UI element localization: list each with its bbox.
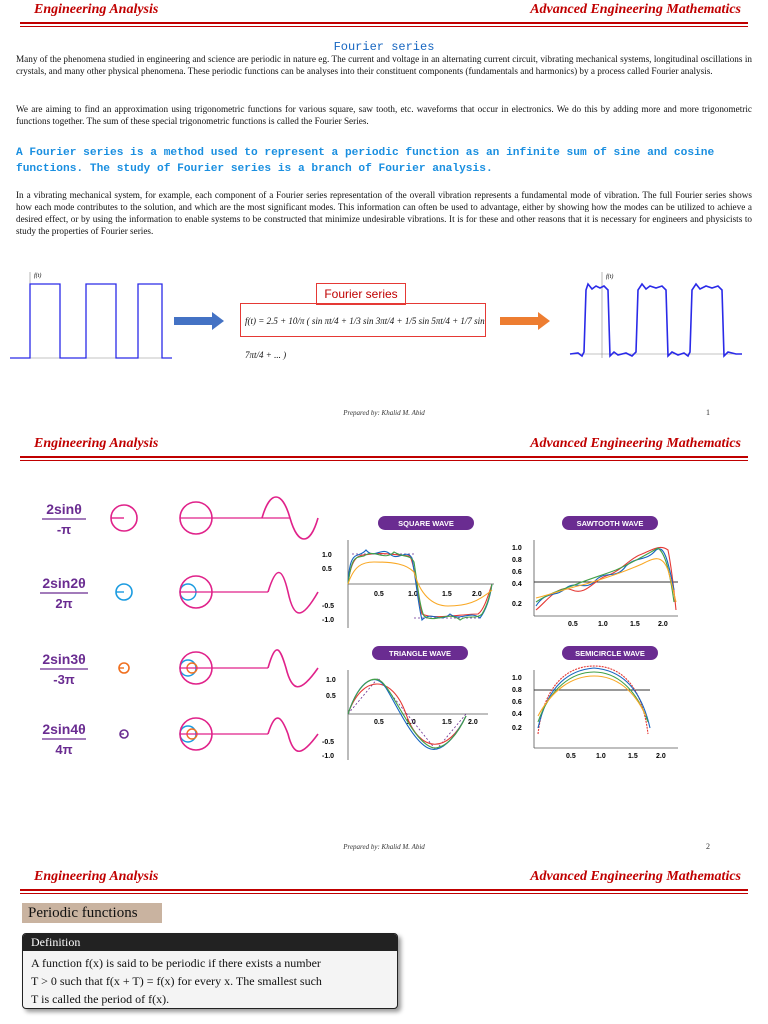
tick-label: 1.0 xyxy=(322,552,332,559)
fourier-wave-charts xyxy=(322,510,692,770)
sine-wave-icon xyxy=(268,718,318,751)
tick-label: 0.2 xyxy=(512,601,522,608)
tick-label: 1.5 xyxy=(442,591,452,598)
tick-label: 0.5 xyxy=(374,719,384,726)
paragraph-aim: We are aiming to find an approximation using trigonometric functions for various square, saw tooth, etc. waveforms that occur in electronics. We do this by adding more and more trigonometric functions together. The sum of these special trigonometric functions is called the Fourier Series. xyxy=(16,104,752,126)
tick-label: 2.0 xyxy=(472,591,482,598)
chart-title: TRIANGLE WAVE xyxy=(389,649,451,658)
header-right: Advanced Engineering Mathematics xyxy=(530,869,741,884)
header-left: Engineering Analysis xyxy=(34,436,159,451)
tick-label: 1.0 xyxy=(596,753,606,760)
term-numerator: 2sinθ xyxy=(46,501,82,517)
tick-label: 2.0 xyxy=(656,753,666,760)
axis-label: f(t) xyxy=(34,273,42,279)
section-title: Periodic functions xyxy=(22,903,162,923)
tick-label: 0.5 xyxy=(326,693,336,700)
paragraph-vibration: In a vibrating mechanical system, for example, each component of a Fourier series representation of the overall vibration represents a fundamental mode of vibration. The full Fourier series shows how each mode contributes to the solution, and which are the most significant modes. This information can often be used to advantage, either by showing how the modes can be utilized to achieve a desired effect, or by using the information to enable systems to be constructed that minimize undesirable vibrations. It is for these and other reasons that it is necessary for engineers and physicists to study the properties of Fourier series. xyxy=(16,190,752,236)
fourier-series-box-label: Fourier series xyxy=(316,283,406,305)
footer-author: Prepared by: Khalid M. Abid xyxy=(343,843,425,851)
page-title: Fourier series xyxy=(333,40,435,54)
tick-label: -0.5 xyxy=(322,603,335,610)
fourier-approx-line xyxy=(570,284,742,356)
page-number: 1 xyxy=(706,408,710,417)
header-rule-thin xyxy=(20,893,748,894)
fourier-approx-plot xyxy=(566,270,746,370)
tick-label: 0.5 xyxy=(568,621,578,628)
header-right: Advanced Engineering Mathematics xyxy=(530,436,741,451)
harmonics-diagram xyxy=(20,496,320,766)
page-header-1 xyxy=(0,0,768,24)
header-left: Engineering Analysis xyxy=(34,2,159,17)
definition-highlight: A Fourier series is a method used to represent a periodic function as an infinite sum of sine and cosine functions. The study of Fourier series is a branch of Fourier analysis. xyxy=(16,147,715,175)
term-denominator: 4π xyxy=(55,742,73,757)
term-denominator: -3π xyxy=(53,672,75,687)
harmonic-term-4 xyxy=(42,718,318,757)
term-numerator: 2sin4θ xyxy=(42,721,86,737)
definition-box xyxy=(22,933,398,1009)
tick-label: 0.2 xyxy=(512,725,522,732)
term-denominator: 2π xyxy=(55,596,73,611)
tick-label: 0.6 xyxy=(512,699,522,706)
page-header-3 xyxy=(0,867,768,891)
arrow-right-orange-icon xyxy=(500,312,552,330)
tick-label: 1.0 xyxy=(406,719,416,726)
arrow-right-blue-icon xyxy=(174,312,226,330)
term-numerator: 2sin3θ xyxy=(42,651,86,667)
term-denominator: -π xyxy=(56,522,72,537)
axis-label: f(t) xyxy=(606,274,614,280)
harmonic-term-2 xyxy=(40,573,318,614)
tick-label: 0.5 xyxy=(374,591,384,598)
definition-body xyxy=(23,951,397,1011)
harmonic-term-1 xyxy=(42,497,318,539)
tick-label: 0.4 xyxy=(512,581,522,588)
page-header-2 xyxy=(0,434,768,458)
tick-label: 2.0 xyxy=(658,621,668,628)
definition-line-1: A function f(x) is said to be periodic if there exists a number xyxy=(31,956,321,970)
definition-line-2: T > 0 such that f(x + T) = f(x) for every x. The smallest such xyxy=(31,974,322,988)
tick-label: 0.6 xyxy=(512,569,522,576)
fourier-formula: f(t) = 2.5 + 10/π ( sin πt/4 + 1/3 sin 3πt/4 + 1/5 sin 5πt/4 + 1/7 sin 7πt/4 + ... ) xyxy=(240,303,486,337)
header-right: Advanced Engineering Mathematics xyxy=(530,2,741,17)
tick-label: 0.8 xyxy=(512,687,522,694)
sine-wave-icon xyxy=(268,573,318,614)
paragraph-intro: Many of the phenomena studied in engineering and science are periodic in nature eg. The current and voltage in an alternating current circuit, vibrating mechanical systems, longitudinal oscillations in crystals, and many other physical phenomena. These periodic functions can be analyses into their constituent components (fundamentals and harmonics) by a process called Fourier analysis. xyxy=(16,54,752,76)
header-rule xyxy=(20,22,748,24)
square-wave-line xyxy=(10,284,172,358)
harmonic-term-3 xyxy=(40,650,318,687)
square-wave-plot xyxy=(6,270,176,370)
tick-label: 2.0 xyxy=(468,719,478,726)
chart-square-wave xyxy=(322,516,494,628)
tick-label: -1.0 xyxy=(322,753,335,760)
chart-triangle-wave xyxy=(322,646,488,760)
tick-label: 1.5 xyxy=(630,621,640,628)
header-rule xyxy=(20,456,748,458)
chart-title: SQUARE WAVE xyxy=(398,519,454,528)
header-left: Engineering Analysis xyxy=(34,869,159,884)
tick-label: 0.5 xyxy=(322,566,332,573)
tick-label: -0.5 xyxy=(322,739,335,746)
header-rule xyxy=(20,889,748,891)
header-rule-thin xyxy=(20,26,748,27)
tick-label: 1.5 xyxy=(442,719,452,726)
sine-wave-icon xyxy=(268,650,318,687)
chart-sawtooth-wave xyxy=(512,516,678,628)
tick-label: 1.5 xyxy=(628,753,638,760)
page-number: 2 xyxy=(706,842,710,851)
tick-label: 0.5 xyxy=(566,753,576,760)
tick-label: -1.0 xyxy=(322,617,335,624)
chart-title: SAWTOOTH WAVE xyxy=(576,519,644,528)
tick-label: 1.0 xyxy=(512,675,522,682)
chart-title: SEMICIRCLE WAVE xyxy=(575,649,645,658)
chart-semicircle-wave xyxy=(512,646,678,760)
tick-label: 1.0 xyxy=(598,621,608,628)
tick-label: 0.4 xyxy=(512,711,522,718)
definition-line-3: T is called the period of f(x). xyxy=(31,992,170,1006)
footer-author: Prepared by: Khalid M. Abid xyxy=(343,409,425,417)
header-rule-thin xyxy=(20,460,748,461)
tick-label: 1.0 xyxy=(326,677,336,684)
tick-label: 0.8 xyxy=(512,557,522,564)
tick-label: 1.0 xyxy=(408,591,418,598)
tick-label: 1.0 xyxy=(512,545,522,552)
term-numerator: 2sin2θ xyxy=(42,575,86,591)
definition-heading: Definition xyxy=(23,934,397,951)
